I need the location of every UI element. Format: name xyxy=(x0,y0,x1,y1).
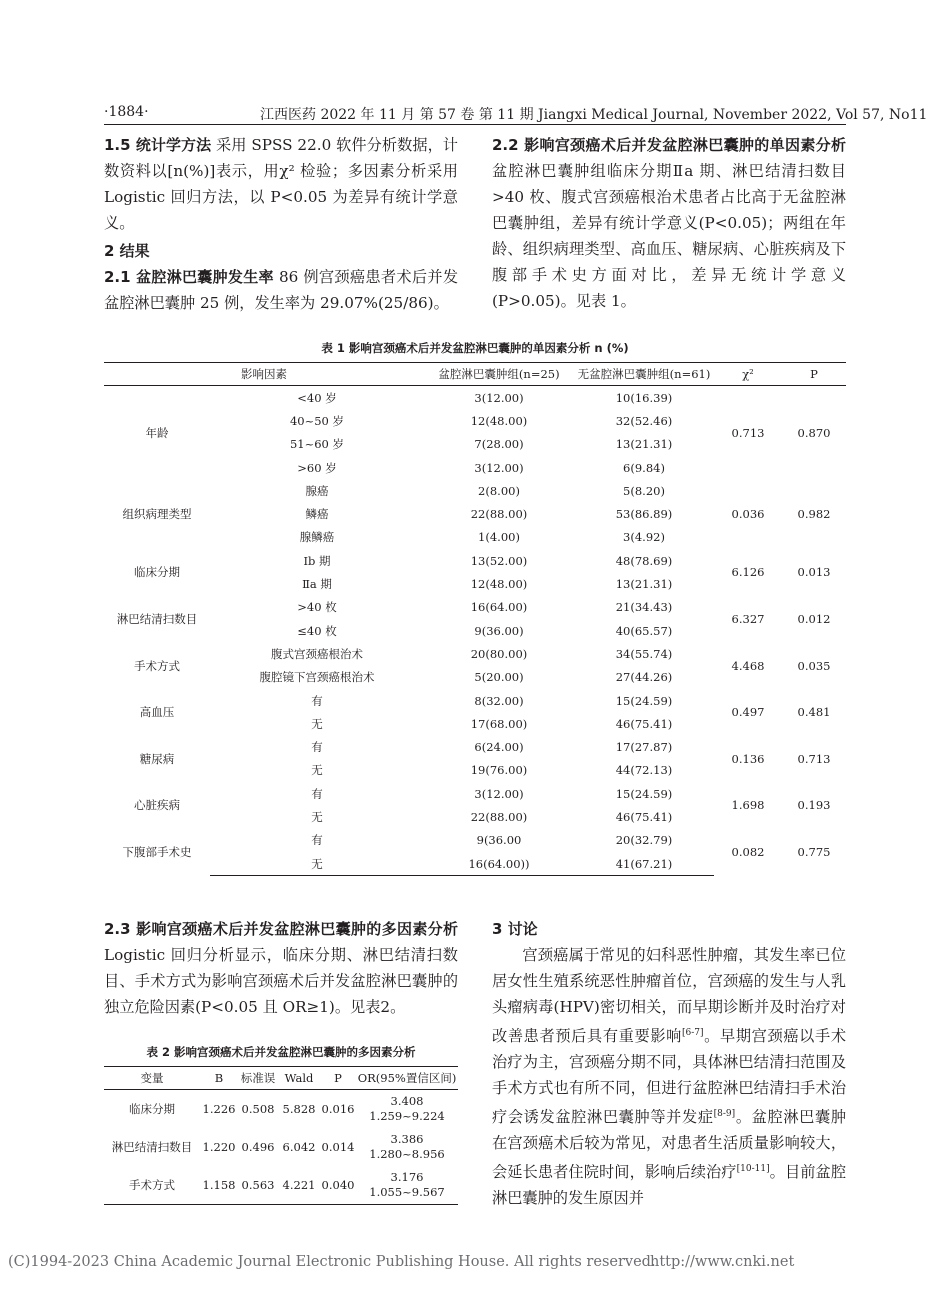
table1-group-b-cell: 48(78.69) xyxy=(615,553,673,568)
table1-group-b-cell: 17(27.87) xyxy=(615,740,673,755)
table1-chi-cell: 6.126 xyxy=(731,565,765,580)
table1-factor-cell: 高血压 xyxy=(139,705,175,720)
table1-row xyxy=(104,689,846,712)
table2-header-or: OR(95%置信区间) xyxy=(356,1067,458,1090)
table1-group-b-cell: 5(8.20) xyxy=(623,483,665,498)
table2-cell-var: 手术方式 xyxy=(104,1166,200,1205)
table1-level-cell: 有 xyxy=(311,693,323,708)
table2-cell-b: 1.220 xyxy=(202,1139,236,1154)
table1-header-row xyxy=(104,363,846,386)
page-number: ·1884· xyxy=(104,104,149,120)
table1-header-p: P xyxy=(782,363,846,386)
table1-chi-cell: 4.468 xyxy=(731,658,765,673)
table1-group-b-cell: 44(72.13) xyxy=(615,763,673,778)
table1-group-a-cell: 3(12.00) xyxy=(474,390,524,405)
table1-group-a-cell: 19(76.00) xyxy=(470,763,528,778)
table2-cell-or xyxy=(356,1128,458,1166)
discussion-text-1: 宫颈癌属于常见的妇科恶性肿瘤，其发生率已位居女性生殖系统恶性肿瘤首位，宫颈癌的发生与人乳头瘤病毒(HPV)密切相关，而早期诊断并及时治疗对改善患者预后具有重要影响 xyxy=(492,946,846,1046)
table1-group-b-cell: 13(21.31) xyxy=(615,577,673,592)
table1-chi-cell: 6.327 xyxy=(731,611,765,626)
table1-row xyxy=(104,829,846,852)
table2-or-value: 3.176 xyxy=(390,1170,424,1184)
table1-factor-cell: 年龄 xyxy=(145,425,169,440)
table1-header-chi: χ² xyxy=(714,363,782,386)
citation-6-7: [6-7] xyxy=(682,1028,704,1038)
table1-level-cell: Ⅰb 期 xyxy=(303,553,331,568)
table2-cell-se: 0.508 xyxy=(241,1101,275,1116)
section-2-2-heading: 2.2 影响宫颈癌术后并发盆腔淋巴囊肿的单因素分析 xyxy=(492,136,846,154)
discussion-text-4: 。目前盆腔淋巴囊肿的发生原因并 xyxy=(492,1163,847,1208)
right-column-bottom xyxy=(492,916,846,1211)
table1-container xyxy=(104,362,846,876)
table1-level-cell: 无 xyxy=(210,852,424,876)
table1-group-b-cell: 41(67.21) xyxy=(574,852,714,876)
table1-group-a-cell: 3(12.00) xyxy=(474,786,524,801)
table1-level-cell: 有 xyxy=(311,833,323,848)
table2-ci-value: 1.259~9.224 xyxy=(369,1109,445,1123)
table2-caption: 表 2 影响宫颈癌术后并发盆腔淋巴囊肿的多因素分析 xyxy=(146,1045,416,1059)
table1-row xyxy=(104,642,846,665)
table1-group-b-cell: 20(32.79) xyxy=(615,833,673,848)
section-2-heading: 2 结果 xyxy=(104,242,150,260)
header-rule xyxy=(104,124,846,125)
table1-p-cell: 0.775 xyxy=(797,845,831,860)
table2-cell-wald: 4.221 xyxy=(278,1166,320,1205)
table1-group-a-cell: 5(20.00) xyxy=(474,670,524,685)
table2-cell-wald: 6.042 xyxy=(282,1139,316,1154)
table1-header-factor: 影响因素 xyxy=(104,363,424,386)
table1-level-cell: 40~50 岁 xyxy=(289,413,345,428)
table1-row xyxy=(104,596,846,619)
table1-level-cell: ≤40 枚 xyxy=(297,623,337,638)
table2-header-wald: Wald xyxy=(278,1067,320,1090)
table1-level-cell: 51~60 岁 xyxy=(289,437,345,452)
table2-row xyxy=(104,1128,458,1166)
table1-p-cell: 0.012 xyxy=(797,611,831,626)
table1-group-a-cell: 1(4.00) xyxy=(478,530,520,545)
table2-header-var: 变量 xyxy=(104,1067,200,1090)
table1-p-cell: 0.013 xyxy=(797,565,831,580)
table1-group-b-cell: 53(86.89) xyxy=(615,507,673,522)
table1-group-a-cell: 20(80.00) xyxy=(470,646,528,661)
table1-row xyxy=(104,549,846,572)
table1-factor-cell: 组织病理类型 xyxy=(122,507,192,522)
table1-group-a-cell: 8(32.00) xyxy=(474,693,524,708)
table1-level-cell: 有 xyxy=(311,740,323,755)
citation-8-9: [8-9] xyxy=(713,1109,736,1120)
table2 xyxy=(104,1066,458,1205)
section-2-3 xyxy=(104,916,458,1020)
left-column-bottom xyxy=(104,916,458,1020)
table1-group-a-cell: 2(8.00) xyxy=(478,483,520,498)
table1-factor-cell: 糖尿病 xyxy=(139,751,175,766)
table2-ci-value: 1.055~9.567 xyxy=(369,1185,445,1199)
cnki-link[interactable]: http://www.cnki.net xyxy=(650,1254,795,1270)
table1-level-cell: 腹式宫颈癌根治术 xyxy=(271,646,363,661)
table2-container xyxy=(104,1066,458,1205)
table2-cell-se: 0.563 xyxy=(238,1166,278,1205)
table1-level-cell: 腺鳞癌 xyxy=(299,530,335,545)
section-2-3-heading: 2.3 影响宫颈癌术后并发盆腔淋巴囊肿的多因素分析 xyxy=(104,920,458,938)
journal-info: 江西医药 2022 年 11 月 第 57 卷 第 11 期 Jiangxi Medical Journal, November 2022, Vol 57, No11 xyxy=(260,107,928,123)
table1-level-cell: <40 岁 xyxy=(297,390,337,405)
section-2-1-text: 86 例宫颈癌患者术后并发盆腔淋巴囊肿 25 例，发生率为 29.07%(25/86)。 xyxy=(104,268,459,312)
table2-cell-b: 1.158 xyxy=(200,1166,238,1205)
running-header xyxy=(104,102,928,124)
table1-group-b-cell: 27(44.26) xyxy=(615,670,673,685)
table2-cell-or xyxy=(356,1090,458,1129)
section-2-3-text: Logistic 回归分析显示，临床分期、淋巴结清扫数目、手术方式为影响宫颈癌术后并发盆腔淋巴囊肿的独立危险因素(P<0.05 且 OR≥1)。见表2。 xyxy=(104,946,458,1016)
discussion-text-2: 。早期宫颈癌以手术治疗为主，宫颈癌分期不同，具体淋巴结清扫范围及手术方式也有所不同，但进行盆腔淋巴结清扫手术治疗会诱发盆腔淋巴囊肿等并发症 xyxy=(492,1027,847,1127)
table1-group-a-cell: 13(52.00) xyxy=(470,553,528,568)
table1-group-a-cell: 12(48.00) xyxy=(470,413,528,428)
section-2-2 xyxy=(492,132,846,314)
table1-p-cell: 0.713 xyxy=(797,751,831,766)
table1-header-group-b: 无盆腔淋巴囊肿组(n=61) xyxy=(574,363,714,386)
table2-cell-or xyxy=(356,1166,458,1205)
section-1-5-text: 采用 SPSS 22.0 软件分析数据，计数资料以[n(%)]表示，用χ² 检验；多因素分析采用 Logistic 回归方法，以 P<0.05 为差异有统计学意义。 xyxy=(104,136,458,232)
table1-group-b-cell: 10(16.39) xyxy=(615,390,673,405)
table2-header-row xyxy=(104,1067,458,1090)
table2-cell-p: 0.040 xyxy=(320,1166,356,1205)
table2-cell-se: 0.496 xyxy=(241,1139,275,1154)
table1-chi-cell: 0.136 xyxy=(731,751,765,766)
table1-level-cell: Ⅱa 期 xyxy=(302,577,332,592)
table1-group-a-cell: 22(88.00) xyxy=(470,809,528,824)
table1-level-cell: 有 xyxy=(311,786,323,801)
table1-level-cell: 无 xyxy=(311,763,323,778)
table2-cell-var: 临床分期 xyxy=(129,1101,175,1116)
table1-group-b-cell: 15(24.59) xyxy=(615,693,673,708)
table2-cell-var: 淋巴结清扫数目 xyxy=(111,1139,193,1154)
table1-row xyxy=(104,735,846,758)
table1-chi-cell: 0.713 xyxy=(731,425,765,440)
discussion-paragraph xyxy=(492,942,846,1211)
table1-level-cell: 鳞癌 xyxy=(305,507,329,522)
table1-group-b-cell: 46(75.41) xyxy=(615,716,673,731)
table1-group-b-cell: 34(55.74) xyxy=(615,646,673,661)
table1-group-b-cell: 3(4.92) xyxy=(623,530,665,545)
table1-factor-cell: 淋巴结清扫数目 xyxy=(116,611,198,626)
table2-cell-p: 0.016 xyxy=(321,1101,355,1116)
table1-group-a-cell: 9(36.00) xyxy=(474,623,524,638)
table1-factor-cell: 临床分期 xyxy=(134,565,180,580)
section-2-2-text: 盆腔淋巴囊肿组临床分期Ⅱa 期、淋巴结清扫数目>40 枚、腹式宫颈癌根治术患者占比高于无盆腔淋巴囊肿组，差异有统计学意义(P<0.05)；两组在年龄、组织病理类型、高血压、糖尿病、心脏疾病及下腹部手术史方面对比，差异无统计学意义(P>0.05)。见表 1。 xyxy=(492,162,846,310)
table1-p-cell: 0.481 xyxy=(797,705,831,720)
table1-p-cell: 0.870 xyxy=(797,425,831,440)
discussion-text-3: 。盆腔淋巴囊肿在宫颈癌术后较为常见，对患者生活质量影响较大，会延长患者住院时间，影响后续治疗 xyxy=(492,1108,847,1182)
table2-row xyxy=(104,1166,458,1205)
table2-header-b: B xyxy=(200,1067,238,1090)
section-3-heading: 3 讨论 xyxy=(492,920,538,938)
table1-group-b-cell: 40(65.57) xyxy=(615,623,673,638)
table1-group-a-cell: 16(64.00)) xyxy=(424,852,574,876)
table2-header-p: P xyxy=(320,1067,356,1090)
table1-group-a-cell: 6(24.00) xyxy=(474,740,524,755)
table1-group-a-cell: 7(28.00) xyxy=(474,437,524,452)
table1-row xyxy=(104,782,846,805)
table2-or-value: 3.386 xyxy=(390,1132,424,1146)
table1-p-cell: 0.035 xyxy=(797,658,831,673)
table1-group-b-cell: 15(24.59) xyxy=(615,786,673,801)
table1-group-b-cell: 46(75.41) xyxy=(615,809,673,824)
table1-group-b-cell: 6(9.84) xyxy=(623,460,665,475)
table1-factor-cell: 手术方式 xyxy=(134,658,180,673)
table1-chi-cell: 0.497 xyxy=(731,705,765,720)
table1-chi-cell: 1.698 xyxy=(731,798,765,813)
section-2-1-heading: 2.1 盆腔淋巴囊肿发生率 xyxy=(104,268,274,286)
table1-group-a-cell: 17(68.00) xyxy=(470,716,528,731)
table1-level-cell: 腹腔镜下宫颈癌根治术 xyxy=(259,670,375,685)
right-column-top xyxy=(492,132,846,314)
table1-group-b-cell: 21(34.43) xyxy=(615,600,673,615)
table1-p-cell: 0.193 xyxy=(797,798,831,813)
table1-group-a-cell: 12(48.00) xyxy=(470,577,528,592)
table2-cell-b: 1.226 xyxy=(202,1101,236,1116)
table2-cell-wald: 5.828 xyxy=(282,1101,316,1116)
table2-ci-value: 1.280~8.956 xyxy=(369,1147,445,1161)
table2-row xyxy=(104,1090,458,1129)
table1-factor-cell: 下腹部手术史 xyxy=(122,845,192,860)
table1 xyxy=(104,362,846,876)
table2-or-value: 3.408 xyxy=(390,1094,424,1108)
table1-group-a-cell: 22(88.00) xyxy=(470,507,528,522)
section-1-5 xyxy=(104,132,458,236)
table1-level-cell: 腺癌 xyxy=(305,483,329,498)
left-column-top xyxy=(104,132,458,316)
table1-caption: 表 1 影响宫颈癌术后并发盆腔淋巴囊肿的单因素分析 n (%) xyxy=(321,341,629,355)
table1-group-b-cell: 32(52.46) xyxy=(615,413,673,428)
table1-group-a-cell: 9(36.00 xyxy=(476,833,522,848)
table1-row xyxy=(104,386,846,410)
table2-cell-p: 0.014 xyxy=(321,1139,355,1154)
table1-chi-cell: 0.082 xyxy=(731,845,765,860)
copyright-notice: (C)1994-2023 China Academic Journal Electronic Publishing House. All rights reserved. xyxy=(8,1254,656,1270)
table1-group-a-cell: 3(12.00) xyxy=(474,460,524,475)
citation-10-11: [10-11] xyxy=(736,1164,770,1175)
table1-level-cell: >60 岁 xyxy=(297,460,337,475)
table1-group-a-cell: 16(64.00) xyxy=(470,600,528,615)
table1-row xyxy=(104,479,846,502)
table1-factor-cell: 心脏疾病 xyxy=(134,798,180,813)
section-2-1 xyxy=(104,264,458,316)
table1-p-cell: 0.982 xyxy=(797,507,831,522)
table1-group-b-cell: 13(21.31) xyxy=(615,437,673,452)
table1-chi-cell: 0.036 xyxy=(731,507,765,522)
table1-level-cell: 无 xyxy=(311,716,323,731)
table2-header-se: 标准误 xyxy=(238,1067,278,1090)
section-1-5-heading: 1.5 统计学方法 xyxy=(104,136,212,154)
table1-level-cell: 无 xyxy=(311,809,323,824)
table1-header-group-a: 盆腔淋巴囊肿组(n=25) xyxy=(424,363,574,386)
table1-level-cell: >40 枚 xyxy=(297,600,337,615)
